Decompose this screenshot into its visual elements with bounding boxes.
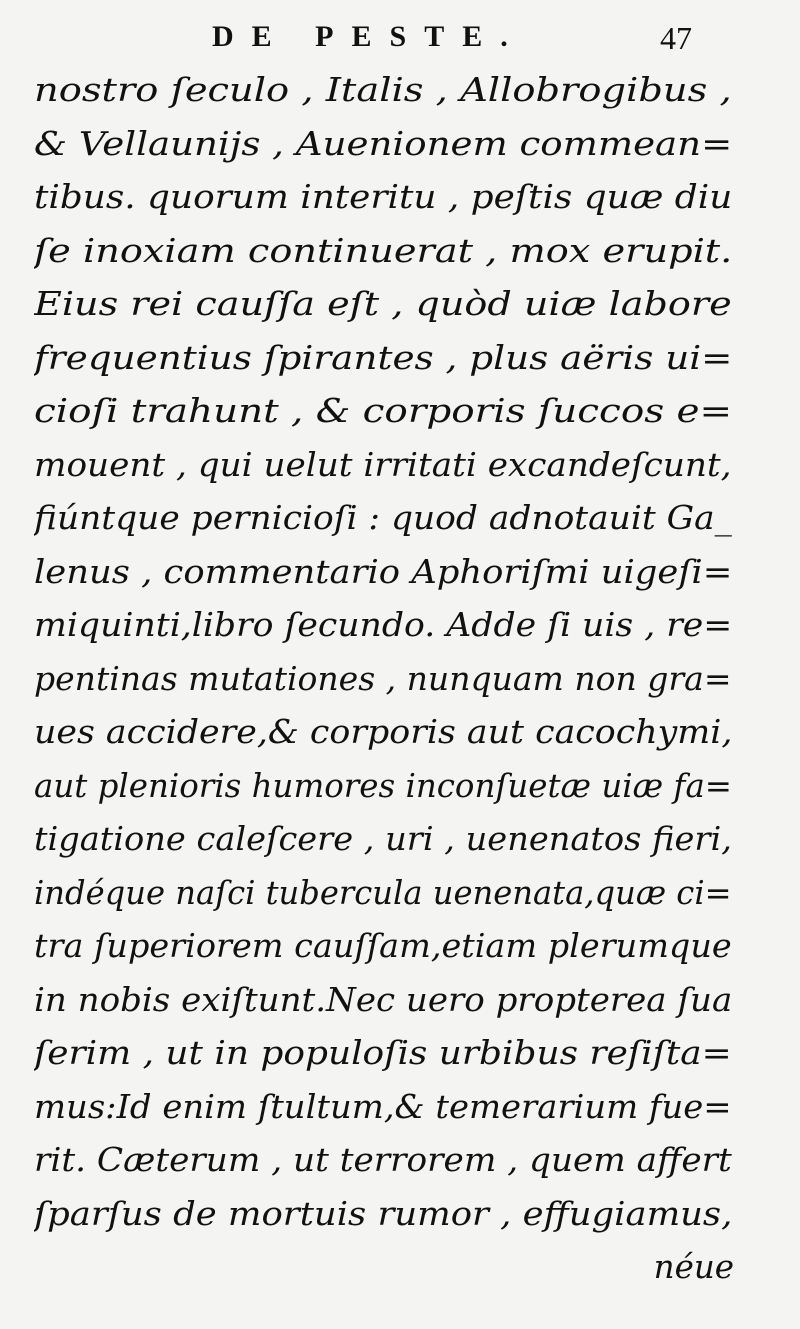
running-head-title: DE PESTE.	[212, 20, 526, 53]
text-line: ſparſus de mortuis rumor , effugiamus,	[34, 1194, 732, 1233]
text-line: ſerim , ut in populoſis urbibus reſiſta=	[34, 1034, 732, 1072]
running-head	[0, 12, 800, 62]
text-line: nostro ſeculo , Italis , Allobrogibus ,	[34, 71, 732, 109]
text-line: frequentius ſpirantes , plus aëris ui=	[34, 338, 732, 377]
text-line: cioſi trahunt , & corporis ſuccos e=	[34, 392, 732, 430]
text-line: lenus , commentario Aphoriſmi uigeſi=	[34, 552, 733, 591]
text-line: indéque naſci tubercula uenenata,quæ ci=	[34, 873, 732, 912]
text-line: aut plenioris humores inconſuetæ uiæ fa=	[34, 766, 732, 805]
text-line: ſe inoxiam continuerat , mox erupit.	[34, 231, 732, 270]
text-line: pentinas mutationes , nunquam non gra=	[34, 659, 732, 698]
text-line: fiúntque pernicioſi : quod adnotauit Ga_	[34, 499, 732, 537]
text-line: rit. Cæterum , ut terrorem , quem affert	[34, 1141, 732, 1179]
body-text	[34, 64, 734, 1241]
text-line: tigatione caleſcere , uri , uenenatos fieri,	[34, 820, 732, 858]
text-line: & Vellaunijs , Auenionem commean=	[34, 124, 732, 163]
text-line: miquinti,libro ſecundo. Adde ſi uis , re=	[34, 606, 733, 644]
text-line: mus:Id enim ſtultum,& temerarium fue=	[34, 1087, 732, 1126]
text-line: tra ſuperiorem cauſſam,etiam plerumque	[34, 927, 732, 965]
page-number: 47	[660, 20, 692, 56]
text-line: ues accidere,& corporis aut cacochymi,	[34, 713, 732, 751]
catchword: néue	[653, 1248, 734, 1286]
text-line: in nobis exiſtunt.Nec uero propterea ſua	[34, 980, 732, 1019]
text-line: Eius rei cauſſa eſt , quòd uiæ labore	[34, 285, 732, 323]
text-line: tibus. quorum interitu , peſtis quæ diu	[34, 178, 732, 216]
text-line: mouent , qui uelut irritati excandeſcunt,	[34, 445, 732, 484]
